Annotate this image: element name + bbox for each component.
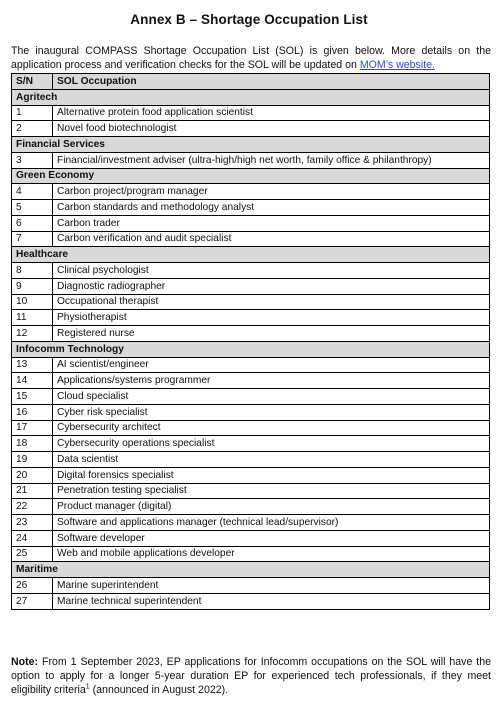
category-name: Infocomm Technology	[12, 341, 490, 357]
footnote-mark: 1	[85, 683, 90, 691]
row-sn: 11	[12, 310, 53, 326]
row-sn: 12	[12, 326, 53, 342]
header-sn: S/N	[12, 74, 53, 90]
category-row	[12, 89, 490, 105]
row-occupation: Occupational therapist	[53, 294, 490, 310]
row-occupation: Financial/investment adviser (ultra-high/high net worth, family office & philanthropy)	[53, 152, 490, 168]
table-row	[12, 326, 490, 342]
row-occupation: Carbon trader	[53, 215, 490, 231]
row-occupation: Product manager (digital)	[53, 499, 490, 515]
row-sn: 8	[12, 263, 53, 279]
category-name: Agritech	[12, 89, 490, 105]
row-sn: 14	[12, 373, 53, 389]
table-row	[12, 231, 490, 247]
table-row	[12, 578, 490, 594]
row-sn: 5	[12, 200, 53, 216]
row-occupation: Digital forensics specialist	[53, 467, 490, 483]
table-row	[12, 310, 490, 326]
row-occupation: Clinical psychologist	[53, 263, 490, 279]
table-row	[12, 467, 490, 483]
table-row	[12, 436, 490, 452]
category-name: Healthcare	[12, 247, 490, 263]
note-text: From 1 September 2023, EP applications for Infocomm occupations on the SOL will have the option to apply for a longer 5-year duration EP for experienced tech professionals, if they meet eligibility criteria	[11, 656, 491, 696]
row-sn: 22	[12, 499, 53, 515]
row-sn: 19	[12, 452, 53, 468]
table-row	[12, 105, 490, 121]
row-sn: 23	[12, 515, 53, 531]
row-occupation: Cybersecurity operations specialist	[53, 436, 490, 452]
table-row	[12, 404, 490, 420]
category-row	[12, 247, 490, 263]
table-header-row	[12, 74, 490, 90]
row-sn: 2	[12, 121, 53, 137]
row-sn: 25	[12, 546, 53, 562]
row-sn: 1	[12, 105, 53, 121]
category-row	[12, 562, 490, 578]
row-sn: 4	[12, 184, 53, 200]
row-sn: 26	[12, 578, 53, 594]
category-name: Green Economy	[12, 168, 490, 184]
row-occupation: Novel food biotechnologist	[53, 121, 490, 137]
row-sn: 24	[12, 530, 53, 546]
row-occupation: Cybersecurity architect	[53, 420, 490, 436]
row-occupation: Applications/systems programmer	[53, 373, 490, 389]
note-text-after: (announced in August 2022).	[89, 684, 229, 696]
sol-table	[11, 73, 490, 610]
row-sn: 16	[12, 404, 53, 420]
intro-text: The inaugural COMPASS Shortage Occupation List (SOL) is given below. More details on the application process and verification checks for the SOL will be updated on	[11, 45, 491, 71]
row-occupation: Software developer	[53, 530, 490, 546]
row-sn: 20	[12, 467, 53, 483]
row-sn: 18	[12, 436, 53, 452]
row-sn: 13	[12, 357, 53, 373]
row-occupation: Data scientist	[53, 452, 490, 468]
table-row	[12, 420, 490, 436]
note-paragraph	[11, 655, 491, 697]
row-sn: 7	[12, 231, 53, 247]
table-row	[12, 200, 490, 216]
row-sn: 3	[12, 152, 53, 168]
row-sn: 6	[12, 215, 53, 231]
page-title: Annex B – Shortage Occupation List	[130, 12, 368, 27]
table-row	[12, 152, 490, 168]
row-occupation: Carbon verification and audit specialist	[53, 231, 490, 247]
row-sn: 27	[12, 593, 53, 609]
row-sn: 15	[12, 389, 53, 405]
table-row	[12, 263, 490, 279]
table-row	[12, 215, 490, 231]
row-occupation: Diagnostic radiographer	[53, 278, 490, 294]
mom-website-link[interactable]: MOM’s website.	[359, 59, 435, 71]
table-row	[12, 294, 490, 310]
row-occupation: Alternative protein food application scientist	[53, 105, 490, 121]
row-occupation: Registered nurse	[53, 326, 490, 342]
row-occupation: Penetration testing specialist	[53, 483, 490, 499]
row-occupation: Marine technical superintendent	[53, 593, 490, 609]
category-name: Financial Services	[12, 137, 490, 153]
table-row	[12, 546, 490, 562]
row-occupation: Marine superintendent	[53, 578, 490, 594]
row-occupation: Software and applications manager (technical lead/supervisor)	[53, 515, 490, 531]
table-row	[12, 452, 490, 468]
row-sn: 10	[12, 294, 53, 310]
table-row	[12, 530, 490, 546]
row-occupation: Carbon standards and methodology analyst	[53, 200, 490, 216]
table-row	[12, 389, 490, 405]
category-row	[12, 137, 490, 153]
table-row	[12, 499, 490, 515]
table-row	[12, 184, 490, 200]
table-row	[12, 373, 490, 389]
row-occupation: Carbon project/program manager	[53, 184, 490, 200]
category-row	[12, 168, 490, 184]
row-sn: 9	[12, 278, 53, 294]
table-row	[12, 483, 490, 499]
table-body	[12, 89, 490, 609]
row-sn: 17	[12, 420, 53, 436]
header-occupation: SOL Occupation	[53, 74, 490, 90]
row-sn: 21	[12, 483, 53, 499]
row-occupation: AI scientist/engineer	[53, 357, 490, 373]
row-occupation: Cyber risk specialist	[53, 404, 490, 420]
table-row	[12, 593, 490, 609]
row-occupation: Web and mobile applications developer	[53, 546, 490, 562]
table-row	[12, 357, 490, 373]
table-row	[12, 121, 490, 137]
table-row	[12, 515, 490, 531]
table-row	[12, 278, 490, 294]
row-occupation: Cloud specialist	[53, 389, 490, 405]
category-name: Maritime	[12, 562, 490, 578]
note-label: Note:	[11, 656, 39, 668]
row-occupation: Physiotherapist	[53, 310, 490, 326]
intro-paragraph	[11, 44, 491, 72]
category-row	[12, 341, 490, 357]
